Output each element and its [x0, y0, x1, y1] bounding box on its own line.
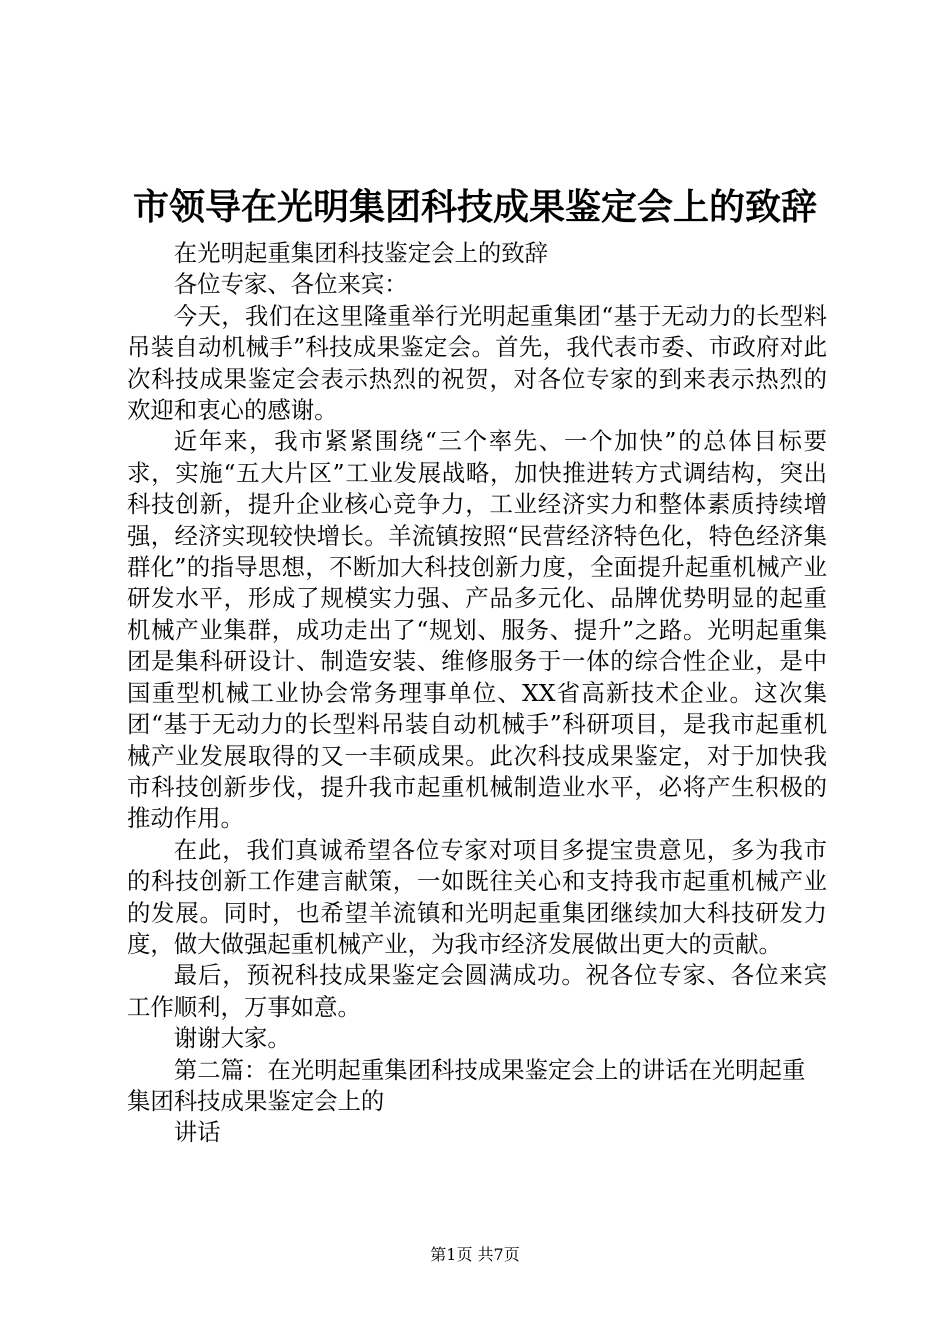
paragraph-subtitle: 在光明起重集团科技鉴定会上的致辞 — [173, 239, 549, 267]
paragraph-speech: 讲话 — [173, 1118, 221, 1147]
paragraph-wishes: 最后，预祝科技成果鉴定会圆满成功。祝各位专家、各位来宾工作顺利，万事如意。 — [127, 961, 827, 1021]
paragraph-thanks: 谢谢大家。 — [173, 1024, 291, 1053]
paragraph-salutation: 各位专家、各位来宾： — [173, 270, 408, 299]
document-body — [127, 238, 827, 1149]
paragraph-hopes: 在此，我们真诚希望各位专家对项目多提宝贵意见，多为我市的科技创新工作建言献策，一如既往关心和支持我市起重机械产业的发展。同时，也希望羊流镇和光明起重集团继续加大科技研发力度，做大做强起重机械产业，为我市经济发展做出更大的贡献。 — [127, 835, 827, 958]
document-title: 市领导在光明集团科技成果鉴定会上的致辞 — [132, 187, 817, 228]
paragraph-background: 近年来，我市紧紧围绕“三个率先、一个加快”的总体目标要求，实施“五大片区”工业发展战略，加快推进转方式调结构，突出科技创新，提升企业核心竞争力，工业经济实力和整体素质持续增强，经济实现较快增长。羊流镇按照“民营经济特色化，特色经济集群化”的指导思想，不断加大科技创新力度，全面提升起重机械产业研发水平，形成了规模实力强、产品多元化、品牌优势明显的起重机械产业集群，成功走出了“规划、服务、提升”之路。光明起重集团是集科研设计、制造安装、维修服务于一体的综合性企业，是中国重型机械工业协会常务理事单位、XX省高新技术企业。这次集团“基于无动力的长型料吊装自动机械手”科研项目，是我市起重机械产业发展取得的又一丰硕成果。此次科技成果鉴定，对于加快我市科技创新步伐，提升我市起重机械制造业水平，必将产生积极的推动作用。 — [127, 427, 827, 833]
page-footer: 第1页 共7页 — [430, 1245, 520, 1264]
paragraph-second-article: 第二篇：在光明起重集团科技成果鉴定会上的讲话在光明起重集团科技成果鉴定会上的 — [127, 1055, 806, 1115]
paragraph-opening: 今天，我们在这里隆重举行光明起重集团“基于无动力的长型料吊装自动机械手”科技成果鉴定会。首先，我代表市委、市政府对此次科技成果鉴定会表示热烈的祝贺，对各位专家的到来表示热烈的欢迎和衷心的感谢。 — [127, 301, 827, 425]
